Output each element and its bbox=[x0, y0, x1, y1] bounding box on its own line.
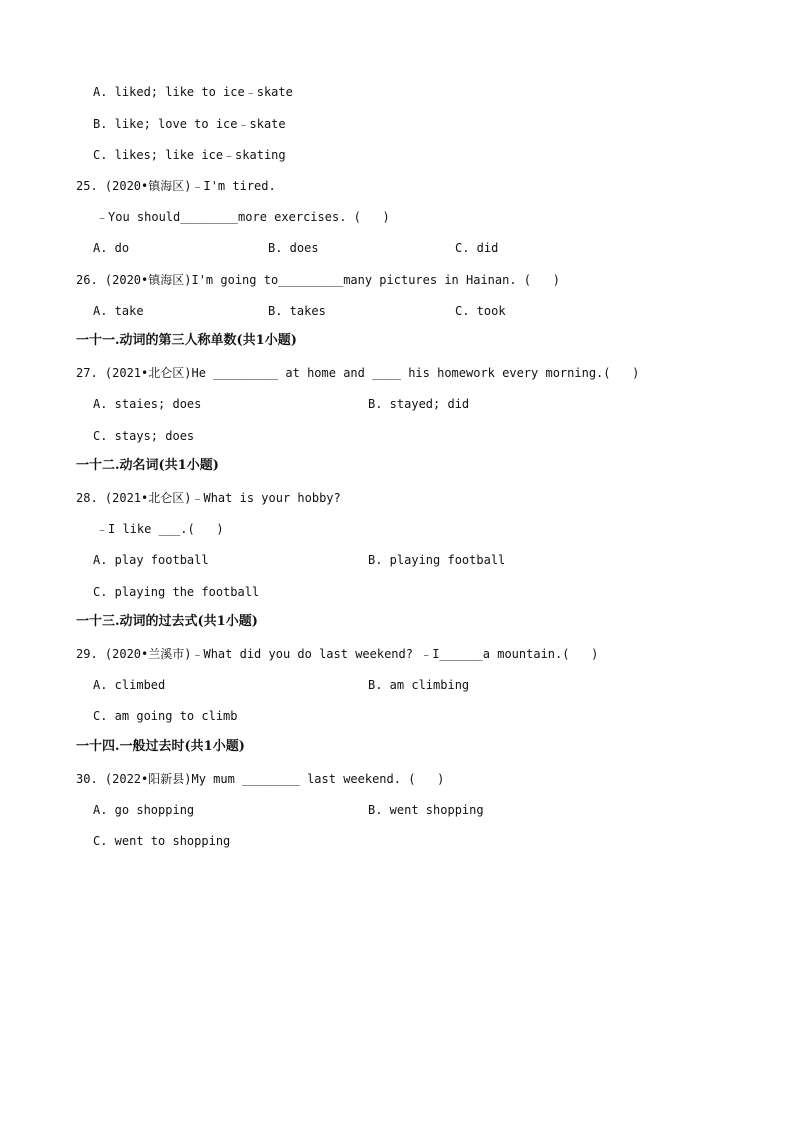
question-30-option-a: A. go shopping bbox=[93, 803, 195, 817]
question-26-option-a: A. take bbox=[93, 304, 144, 318]
option-b: B. like; love to ice﹣skate bbox=[93, 117, 286, 131]
question-27-stem: 27. (2021•北仑区)He _________ at home and ____ his homework every morning.( ) bbox=[76, 366, 640, 380]
option-c: C. likes; like ice﹣skating bbox=[93, 148, 286, 162]
question-27-option-b: B. stayed; did bbox=[368, 397, 470, 411]
question-28-option-c: C. playing the football bbox=[93, 585, 260, 599]
question-25-line2: ﹣You should________more exercises. ( ) bbox=[96, 210, 390, 224]
question-26-stem: 26. (2020•镇海区)I'm going to_________many pictures in Hainan. ( ) bbox=[76, 273, 560, 287]
section-heading-13: 一十三.动词的过去式(共1小题) bbox=[76, 614, 258, 629]
question-30-option-b: B. went shopping bbox=[368, 803, 484, 817]
question-30-option-c: C. went to shopping bbox=[93, 834, 231, 848]
question-29-option-a: A. climbed bbox=[93, 678, 166, 692]
question-29-option-c: C. am going to climb bbox=[93, 709, 238, 723]
question-28-line2: ﹣I like ___.( ) bbox=[96, 522, 224, 536]
question-25-stem: 25. (2020•镇海区)﹣I'm tired. bbox=[76, 179, 276, 193]
question-26-option-c: C. took bbox=[455, 304, 506, 318]
question-27-option-c: C. stays; does bbox=[93, 429, 195, 443]
question-25-option-c: C. did bbox=[455, 241, 499, 255]
section-heading-14: 一十四.一般过去时(共1小题) bbox=[76, 739, 245, 754]
question-28-option-a: A. play football bbox=[93, 553, 209, 567]
section-heading-11: 一十一.动词的第三人称单数(共1小题) bbox=[76, 333, 297, 348]
question-27-option-a: A. staies; does bbox=[93, 397, 202, 411]
question-25-option-b: B. does bbox=[268, 241, 319, 255]
question-30-stem: 30. (2022•阳新县)My mum ________ last weekend. ( ) bbox=[76, 772, 445, 786]
question-28-option-b: B. playing football bbox=[368, 553, 506, 567]
question-29-stem: 29. (2020•兰溪市)﹣What did you do last weekend? ﹣I______a mountain.( ) bbox=[76, 647, 599, 661]
question-26-option-b: B. takes bbox=[268, 304, 326, 318]
question-25-option-a: A. do bbox=[93, 241, 130, 255]
option-a: A. liked; like to ice﹣skate bbox=[93, 85, 293, 99]
question-29-option-b: B. am climbing bbox=[368, 678, 470, 692]
section-heading-12: 一十二.动名词(共1小题) bbox=[76, 458, 219, 473]
question-28-stem: 28. (2021•北仑区)﹣What is your hobby? bbox=[76, 491, 341, 505]
